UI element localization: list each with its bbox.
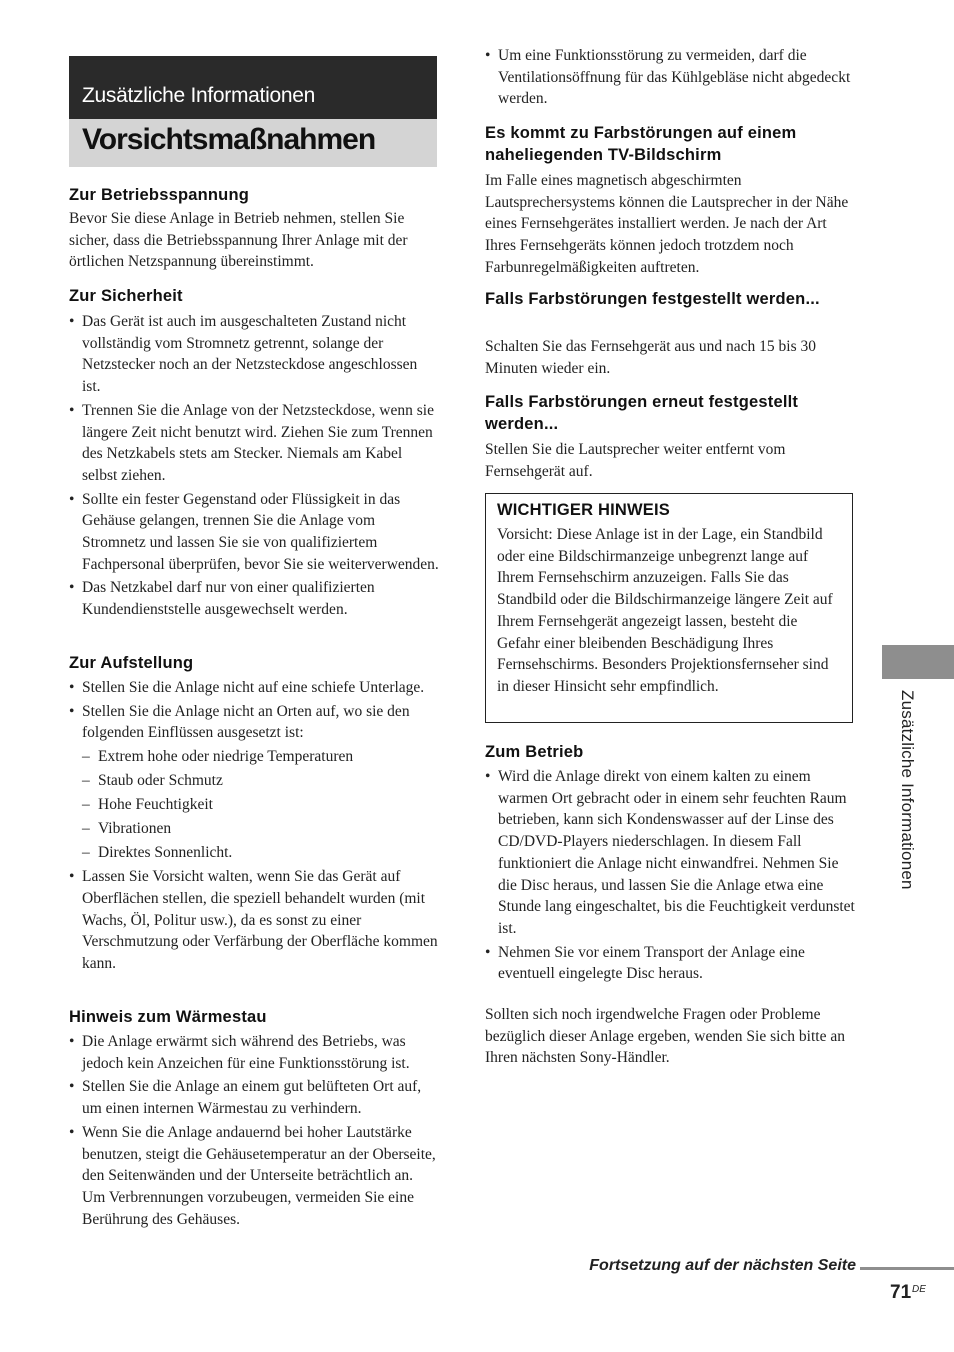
list-item: • Um eine Funktionsstörung zu vermeiden, darf die Ventilationsöffnung für das Kühlgebläse nicht abgedeckt werden.	[485, 45, 855, 110]
list-item: • Nehmen Sie vor einem Transport der Anlage eine eventuell eingelegte Disc heraus.	[485, 942, 855, 985]
side-tab-label: Zusätzliche Informationen	[898, 690, 917, 890]
text-falls-festgestellt: Schalten Sie das Fernsehgerät aus und nach 15 bis 30 Minuten wieder ein.	[485, 338, 817, 377]
list-item: • Trennen Sie die Anlage von der Netzsteckdose, wenn sie längere Zeit nicht benutzt wird. Ziehen Sie zum Trennen des Netzkabels stets am Stecker. Niemals am Kabel selbst ziehen.	[69, 400, 439, 487]
list-item-dash: – Extrem hohe oder niedrige Temperaturen	[69, 746, 439, 768]
list-item: • Stellen Sie die Anlage an einem gut belüfteten Ort auf, um einen internen Wärmestau zu verhindern.	[69, 1076, 439, 1119]
notice-heading: WICHTIGER HINWEIS	[497, 501, 670, 519]
list-item: • Wird die Anlage direkt von einem kalten zu einem warmen Ort gebracht oder in einem sehr feuchten Raum betrieben, kann sich Kondenswasser auf der Linse des CD/DVD-Players niederschlagen. In diesem Fall funktioniert die Anlage nicht einwandfrei. Nehmen Sie die Disc heraus, und lassen Sie die Anlage etwa eine Stunde lang eingeschaltet, bis die Feuchtigkeit verdunstet ist.	[485, 766, 855, 940]
list-waermestau	[69, 1031, 439, 1232]
continued-note: Fortsetzung auf der nächsten Seite	[589, 1257, 856, 1274]
footer-rule	[860, 1267, 954, 1270]
list-item-dash: – Vibrationen	[69, 818, 439, 840]
list-ventilation	[485, 45, 855, 112]
list-zum-betrieb	[485, 766, 855, 987]
list-aufstellung	[69, 677, 439, 977]
page-language-suffix: DE	[912, 1284, 926, 1295]
heading-erneut-festgestellt: Falls Farbstörungen erneut festgestellt werden...	[485, 393, 799, 433]
list-item: • Das Netzkabel darf nur von einer qualifizierten Kundendienststelle ausgewechselt werden.	[69, 577, 439, 620]
list-sicherheit	[69, 311, 439, 623]
heading-betriebsspannung: Zur Betriebsspannung	[69, 186, 250, 204]
page-number: 71	[890, 1282, 912, 1303]
list-item: • Das Gerät ist auch im ausgeschalteten Zustand nicht vollständig vom Stromnetz getrennt, solange der Netzstecker noch an der Netzsteckdose angeschlossen ist.	[69, 311, 439, 398]
important-notice-box	[485, 493, 853, 723]
heading-waermestau: Hinweis zum Wärmestau	[69, 1008, 267, 1026]
page-title-banner	[69, 119, 437, 167]
section-banner	[69, 56, 437, 119]
heading-farbstoerungen: Es kommt zu Farbstörungen auf einem naheliegenden TV-Bildschirm	[485, 124, 797, 164]
page-title: Vorsichtsmaßnahmen	[82, 123, 376, 156]
text-erneut-festgestellt: Stellen Sie die Lautsprecher weiter entfernt vom Fernsehgerät auf.	[485, 441, 786, 480]
list-item: • Die Anlage erwärmt sich während des Betriebs, was jedoch kein Anzeichen für eine Funktionsstörung ist.	[69, 1031, 439, 1074]
notice-text: Vorsicht: Diese Anlage ist in der Lage, ein Standbild oder eine Bildschirmanzeige unbegrenzt lange auf Ihrem Fernsehschirm anzuzeigen. Falls Sie das Standbild oder die Bildschirmanzeige längere Zeit auf Ihrem Fernsehgerät angezeigt lassen, besteht die Gefahr einer bleibenden Beschädigung Ihres Fernsehschirms. Besonders Projektionsfernseher sind in dieser Hinsicht sehr empfindlich.	[497, 526, 833, 695]
list-item-dash: – Hohe Feuchtigkeit	[69, 794, 439, 816]
list-item: • Stellen Sie die Anlage nicht auf eine schiefe Unterlage.	[69, 677, 439, 699]
section-title: Zusätzliche Informationen	[82, 84, 315, 107]
closing-text: Sollten sich noch irgendwelche Fragen oder Probleme bezüglich dieser Anlage ergeben, wenden Sie sich bitte an Ihren nächsten Sony-Händler.	[485, 1006, 845, 1067]
text-betriebsspannung: Bevor Sie diese Anlage in Betrieb nehmen, stellen Sie sicher, dass die Betriebsspannung Ihrer Anlage mit der örtlichen Netzspannung übereinstimmt.	[69, 210, 408, 271]
heading-sicherheit: Zur Sicherheit	[69, 287, 183, 305]
list-item-dash: – Direktes Sonnenlicht.	[69, 842, 439, 864]
heading-zum-betrieb: Zum Betrieb	[485, 743, 584, 761]
side-tab-marker	[882, 645, 954, 679]
heading-falls-festgestellt: Falls Farbstörungen festgestellt werden...	[485, 290, 820, 308]
list-item-dash: – Staub oder Schmutz	[69, 770, 439, 792]
list-item: • Wenn Sie die Anlage andauernd bei hoher Lautstärke benutzen, steigt die Gehäusetemperatur an der Oberseite, den Seitenwänden und der Unterseite beträchtlich an. Um Verbrennungen vorzubeugen, vermeiden Sie eine Berührung des Gehäuses.	[69, 1122, 439, 1231]
list-item: • Sollte ein fester Gegenstand oder Flüssigkeit in das Gehäuse gelangen, trennen Sie die Anlage vom Stromnetz und lassen Sie sie von qualifiziertem Fachpersonal überprüfen, bevor Sie sie weiterverwenden.	[69, 489, 439, 576]
list-item: • Stellen Sie die Anlage nicht an Orten auf, wo sie den folgenden Einflüssen ausgesetzt ist:	[69, 701, 439, 744]
text-farbstoerungen: Im Falle eines magnetisch abgeschirmten Lautsprechersystems können die Lautsprecher in der Nähe eines Fernsehgerätes installiert werden. Je nach der Art Ihres Fernsehgeräts können jedoch trotzdem noch Farbunregelmäßigkeiten auftreten.	[485, 172, 849, 276]
list-item: • Lassen Sie Vorsicht walten, wenn Sie das Gerät auf Oberflächen stellen, die speziell behandelt wurden (mit Wachs, Öl, Politur usw.), da es sonst zu einer Verschmutzung oder Verfärbung der Oberfläche kommen kann.	[69, 866, 439, 975]
heading-aufstellung: Zur Aufstellung	[69, 654, 194, 672]
